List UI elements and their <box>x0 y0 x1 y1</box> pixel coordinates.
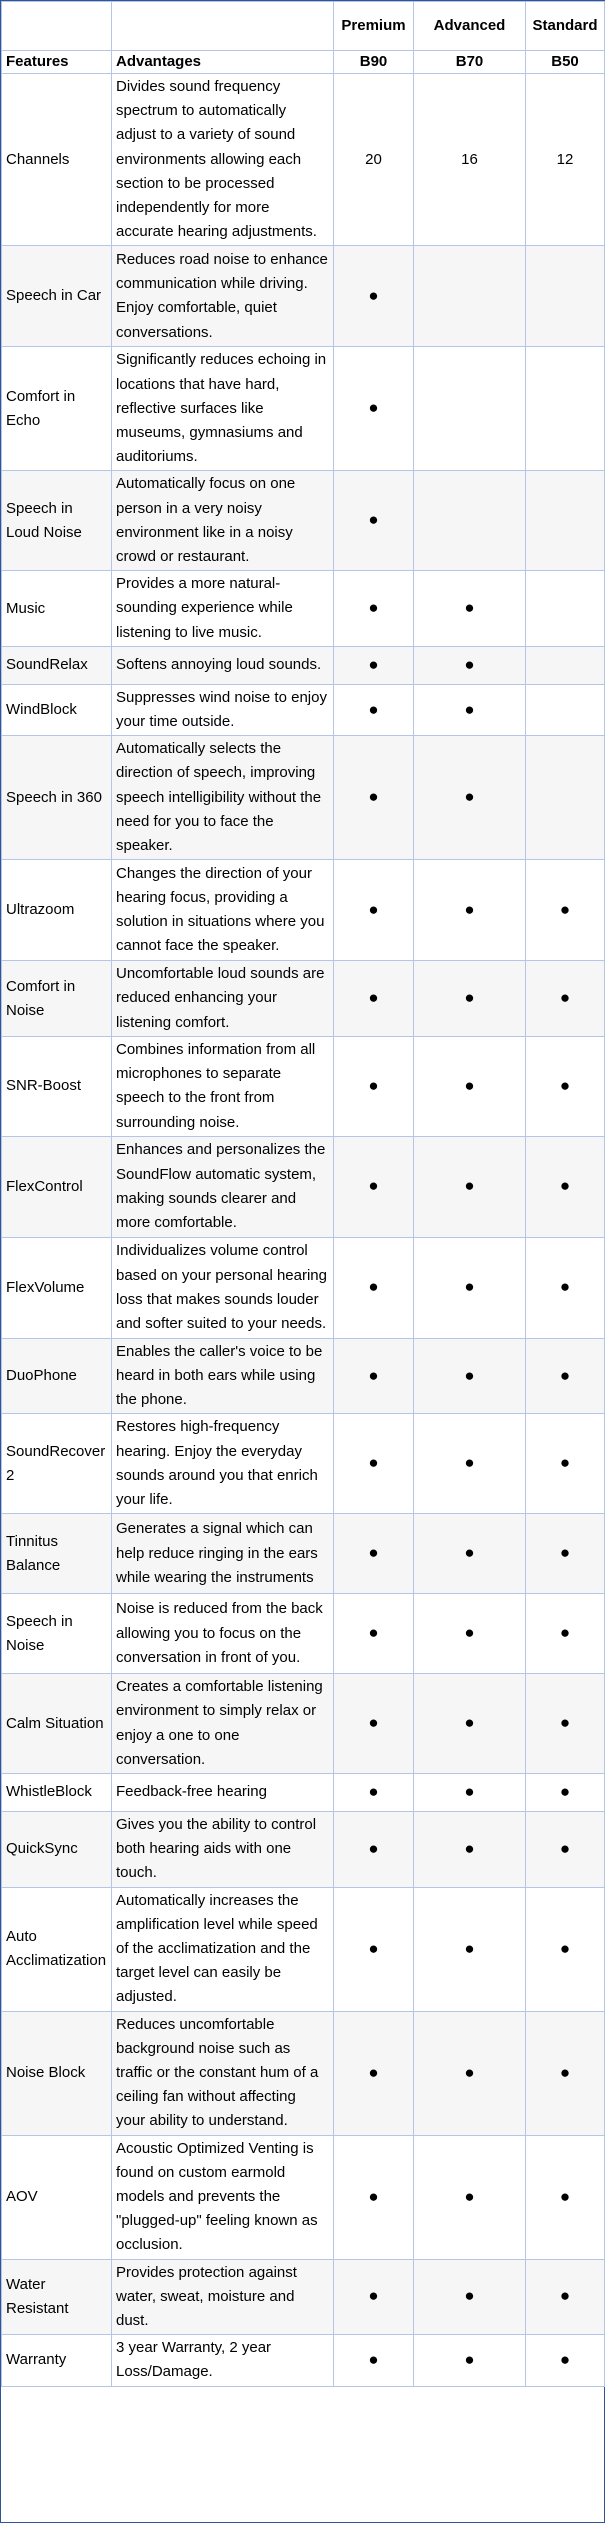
availability-value: 12 <box>556 150 574 168</box>
included-dot-icon: ● <box>368 2349 379 2369</box>
availability-cell-b50 <box>526 2259 605 2335</box>
table-row <box>2 1887 605 2011</box>
availability-cell-b90 <box>334 961 414 1037</box>
feature-name-cell: Ultrazoom <box>2 860 112 961</box>
advantage-cell: Suppresses wind noise to enjoy your time outside. <box>112 684 334 735</box>
included-dot-icon: ● <box>368 2186 379 2206</box>
included-dot-icon: ● <box>368 1277 379 1297</box>
availability-cell-b70 <box>414 646 526 684</box>
table-row <box>2 1338 605 1414</box>
included-dot-icon: ● <box>368 398 379 418</box>
availability-cell-b70 <box>414 1811 526 1887</box>
availability-cell-b70 <box>414 246 526 347</box>
included-dot-icon: ● <box>368 1176 379 1196</box>
availability-cell-b90 <box>334 1338 414 1414</box>
availability-cell-b90 <box>334 736 414 860</box>
included-dot-icon: ● <box>559 899 571 919</box>
advantage-cell: Automatically selects the direction of speech, improving speech intelligibility without the need for you to face the speaker. <box>112 736 334 860</box>
advantage-cell: Provides protection against water, sweat, moisture and dust. <box>112 2259 334 2335</box>
availability-cell-b50 <box>526 471 605 571</box>
feature-name-cell: Auto Acclimatization <box>2 1887 112 2011</box>
table-row <box>2 1514 605 1594</box>
availability-cell-b50 <box>526 684 605 735</box>
feature-name-cell: Speech in Loud Noise <box>2 471 112 571</box>
advantage-cell: Automatically focus on one person in a very noisy environment like in a noisy crowd or restaurant. <box>112 471 334 571</box>
included-dot-icon: ● <box>368 1365 379 1385</box>
availability-cell-b50 <box>526 347 605 471</box>
included-dot-icon: ● <box>559 2186 571 2206</box>
included-dot-icon: ● <box>559 1176 571 1196</box>
table-row <box>2 736 605 860</box>
advantage-cell: Divides sound frequency spectrum to automatically adjust to a variety of sound environments allowing each section to be processed independently for more accurate hearing adjustments. <box>112 74 334 246</box>
included-dot-icon: ● <box>464 1277 475 1297</box>
included-dot-icon: ● <box>464 899 475 919</box>
availability-cell-b50 <box>526 1136 605 1237</box>
included-dot-icon: ● <box>368 2286 379 2306</box>
availability-cell-b70 <box>414 74 526 246</box>
feature-name-cell: Speech in Car <box>2 246 112 347</box>
availability-cell-b70 <box>414 1674 526 1774</box>
feature-name-cell: Speech in 360 <box>2 736 112 860</box>
feature-name-cell: QuickSync <box>2 1811 112 1887</box>
included-dot-icon: ● <box>368 1623 379 1643</box>
model-header-row <box>2 51 605 74</box>
included-dot-icon: ● <box>464 2349 475 2369</box>
table-row <box>2 1811 605 1887</box>
advantage-cell: Noise is reduced from the back allowing you to focus on the conversation in front of you. <box>112 1594 334 1674</box>
included-dot-icon: ● <box>464 1543 475 1563</box>
included-dot-icon: ● <box>368 1938 379 1958</box>
advantage-cell: Individualizes volume control based on your personal hearing loss that makes sounds louder and softer suited to your needs. <box>112 1237 334 1338</box>
feature-name-cell: Speech in Noise <box>2 1594 112 1674</box>
included-dot-icon: ● <box>368 2062 379 2082</box>
advantage-cell: Changes the direction of your hearing focus, providing a solution in situations where you cannot face the speaker. <box>112 860 334 961</box>
included-dot-icon: ● <box>559 1365 571 1385</box>
availability-cell-b70 <box>414 1237 526 1338</box>
feature-name-cell: WhistleBlock <box>2 1773 112 1811</box>
availability-cell-b50 <box>526 961 605 1037</box>
table-row <box>2 246 605 347</box>
feature-name-cell: FlexVolume <box>2 1237 112 1338</box>
advantage-cell: Restores high-frequency hearing. Enjoy the everyday sounds around you that enrich your life. <box>112 1414 334 1514</box>
availability-cell-b70 <box>414 860 526 961</box>
table-row <box>2 1773 605 1811</box>
feature-name-cell: Water Resistant <box>2 2259 112 2335</box>
availability-cell-b70 <box>414 1887 526 2011</box>
included-dot-icon: ● <box>368 1713 379 1733</box>
availability-cell-b50 <box>526 1414 605 1514</box>
included-dot-icon: ● <box>559 1838 571 1858</box>
tier-header-row <box>2 2 605 51</box>
included-dot-icon: ● <box>368 988 379 1008</box>
included-dot-icon: ● <box>368 1781 379 1801</box>
advantage-cell: 3 year Warranty, 2 year Loss/Damage. <box>112 2335 334 2386</box>
availability-cell-b70 <box>414 2335 526 2386</box>
table-row <box>2 1136 605 1237</box>
included-dot-icon: ● <box>559 2062 571 2082</box>
feature-name-cell: Comfort in Noise <box>2 961 112 1037</box>
features-column-header: Features <box>2 51 112 74</box>
availability-cell-b70 <box>414 471 526 571</box>
included-dot-icon: ● <box>368 1543 379 1563</box>
included-dot-icon: ● <box>559 1543 571 1563</box>
availability-cell-b90 <box>334 471 414 571</box>
availability-cell-b90 <box>334 1036 414 1136</box>
table-row <box>2 1036 605 1136</box>
availability-cell-b50 <box>526 246 605 347</box>
included-dot-icon: ● <box>464 1453 475 1473</box>
included-dot-icon: ● <box>559 1623 571 1643</box>
advantage-cell: Automatically increases the amplification level while speed of the acclimatization and the target level can easily be adjusted. <box>112 1887 334 2011</box>
table-row <box>2 2011 605 2135</box>
availability-cell-b90 <box>334 860 414 961</box>
availability-cell-b70 <box>414 1338 526 1414</box>
feature-name-cell: AOV <box>2 2135 112 2259</box>
availability-cell-b90 <box>334 1811 414 1887</box>
availability-cell-b70 <box>414 571 526 647</box>
included-dot-icon: ● <box>559 988 571 1008</box>
included-dot-icon: ● <box>559 1713 571 1733</box>
availability-cell-b70 <box>414 961 526 1037</box>
availability-cell-b70 <box>414 1414 526 1514</box>
availability-cell-b90 <box>334 1237 414 1338</box>
tier-premium-header: Premium <box>334 2 414 51</box>
advantage-cell: Uncomfortable loud sounds are reduced enhancing your listening comfort. <box>112 961 334 1037</box>
advantage-cell: Generates a signal which can help reduce ringing in the ears while wearing the instruments <box>112 1514 334 1594</box>
availability-cell-b50 <box>526 1773 605 1811</box>
model-b50-header: B50 <box>526 51 605 74</box>
model-b90-header: B90 <box>334 51 414 74</box>
table-row <box>2 347 605 471</box>
availability-cell-b50 <box>526 736 605 860</box>
table-row <box>2 961 605 1037</box>
included-dot-icon: ● <box>464 699 475 719</box>
included-dot-icon: ● <box>559 2286 571 2306</box>
included-dot-icon: ● <box>464 1938 475 1958</box>
feature-name-cell: Calm Situation <box>2 1674 112 1774</box>
availability-cell-b90 <box>334 1136 414 1237</box>
included-dot-icon: ● <box>368 787 379 807</box>
feature-name-cell: SNR-Boost <box>2 1036 112 1136</box>
availability-cell-b50 <box>526 646 605 684</box>
included-dot-icon: ● <box>559 2349 571 2369</box>
availability-cell-b90 <box>334 1887 414 2011</box>
table-row <box>2 860 605 961</box>
included-dot-icon: ● <box>464 1623 475 1643</box>
advantage-cell: Reduces uncomfortable background noise such as traffic or the constant hum of a ceiling fan without affecting your ability to understand. <box>112 2011 334 2135</box>
included-dot-icon: ● <box>464 1838 475 1858</box>
availability-cell-b50 <box>526 1237 605 1338</box>
included-dot-icon: ● <box>464 598 475 618</box>
table-row <box>2 471 605 571</box>
availability-cell-b90 <box>334 1514 414 1594</box>
availability-cell-b50 <box>526 860 605 961</box>
feature-name-cell: Warranty <box>2 2335 112 2386</box>
availability-cell-b90 <box>334 1773 414 1811</box>
availability-cell-b70 <box>414 1136 526 1237</box>
advantage-cell: Enables the caller's voice to be heard in both ears while using the phone. <box>112 1338 334 1414</box>
feature-comparison-table <box>1 1 605 2387</box>
availability-cell-b70 <box>414 1514 526 1594</box>
feature-name-cell: SoundRelax <box>2 646 112 684</box>
included-dot-icon: ● <box>368 899 379 919</box>
included-dot-icon: ● <box>464 2062 475 2082</box>
feature-name-cell: Music <box>2 571 112 647</box>
availability-cell-b50 <box>526 571 605 647</box>
feature-name-cell: WindBlock <box>2 684 112 735</box>
availability-cell-b50 <box>526 2335 605 2386</box>
availability-cell-b50 <box>526 1036 605 1136</box>
availability-cell-b90 <box>334 2011 414 2135</box>
availability-cell-b90 <box>334 684 414 735</box>
included-dot-icon: ● <box>368 285 379 305</box>
advantages-column-header: Advantages <box>112 51 334 74</box>
availability-cell-b70 <box>414 684 526 735</box>
availability-cell-b70 <box>414 1594 526 1674</box>
availability-cell-b70 <box>414 2259 526 2335</box>
advantage-cell: Reduces road noise to enhance communication while driving. Enjoy comfortable, quiet conversations. <box>112 246 334 347</box>
table-row <box>2 1237 605 1338</box>
availability-cell-b70 <box>414 736 526 860</box>
table-row <box>2 1674 605 1774</box>
feature-name-cell: FlexControl <box>2 1136 112 1237</box>
feature-name-cell: Noise Block <box>2 2011 112 2135</box>
availability-cell-b70 <box>414 2135 526 2259</box>
table-body <box>2 74 605 2387</box>
included-dot-icon: ● <box>464 1781 475 1801</box>
advantage-cell: Provides a more natural-sounding experience while listening to live music. <box>112 571 334 647</box>
advantage-cell: Softens annoying loud sounds. <box>112 646 334 684</box>
advantage-cell: Gives you the ability to control both hearing aids with one touch. <box>112 1811 334 1887</box>
included-dot-icon: ● <box>368 1075 379 1095</box>
feature-name-cell: Tinnitus Balance <box>2 1514 112 1594</box>
advantage-cell: Significantly reduces echoing in locations that have hard, reflective surfaces like museums, gymnasiums and auditoriums. <box>112 347 334 471</box>
availability-cell-b50 <box>526 74 605 246</box>
advantage-cell: Enhances and personalizes the SoundFlow automatic system, making sounds clearer and more comfortable. <box>112 1136 334 1237</box>
availability-cell-b70 <box>414 1036 526 1136</box>
advantage-cell: Feedback-free hearing <box>112 1773 334 1811</box>
blank-header-cell <box>2 2 112 51</box>
availability-cell-b90 <box>334 246 414 347</box>
availability-cell-b50 <box>526 2011 605 2135</box>
table-row <box>2 2259 605 2335</box>
included-dot-icon: ● <box>368 598 379 618</box>
availability-cell-b50 <box>526 1887 605 2011</box>
included-dot-icon: ● <box>559 1453 571 1473</box>
availability-cell-b90 <box>334 2259 414 2335</box>
feature-name-cell: Channels <box>2 74 112 246</box>
included-dot-icon: ● <box>464 1365 475 1385</box>
table-row <box>2 571 605 647</box>
availability-cell-b50 <box>526 1338 605 1414</box>
availability-cell-b50 <box>526 1811 605 1887</box>
availability-cell-b50 <box>526 1674 605 1774</box>
availability-cell-b50 <box>526 1514 605 1594</box>
table-row <box>2 2335 605 2386</box>
availability-cell-b90 <box>334 74 414 246</box>
availability-value: 20 <box>365 150 382 168</box>
advantage-cell: Acoustic Optimized Venting is found on custom earmold models and prevents the "plugged-up" feeling known as occlusion. <box>112 2135 334 2259</box>
tier-standard-header: Standard <box>526 2 605 51</box>
availability-value: 16 <box>461 150 478 168</box>
table-row <box>2 74 605 246</box>
table-row <box>2 1414 605 1514</box>
included-dot-icon: ● <box>464 1176 475 1196</box>
availability-cell-b90 <box>334 2135 414 2259</box>
availability-cell-b50 <box>526 1594 605 1674</box>
availability-cell-b70 <box>414 1773 526 1811</box>
availability-cell-b90 <box>334 1594 414 1674</box>
included-dot-icon: ● <box>464 1713 475 1733</box>
availability-cell-b90 <box>334 571 414 647</box>
included-dot-icon: ● <box>559 1075 571 1095</box>
included-dot-icon: ● <box>559 1277 571 1297</box>
availability-cell-b50 <box>526 2135 605 2259</box>
included-dot-icon: ● <box>368 699 379 719</box>
included-dot-icon: ● <box>464 2286 475 2306</box>
availability-cell-b90 <box>334 1414 414 1514</box>
table-row <box>2 684 605 735</box>
included-dot-icon: ● <box>464 1075 475 1095</box>
availability-cell-b70 <box>414 2011 526 2135</box>
availability-cell-b90 <box>334 1674 414 1774</box>
feature-name-cell: Comfort in Echo <box>2 347 112 471</box>
table-row <box>2 2135 605 2259</box>
table-row <box>2 646 605 684</box>
table-row <box>2 1594 605 1674</box>
included-dot-icon: ● <box>368 1838 379 1858</box>
availability-cell-b70 <box>414 347 526 471</box>
included-dot-icon: ● <box>464 787 475 807</box>
availability-cell-b90 <box>334 2335 414 2386</box>
model-b70-header: B70 <box>414 51 526 74</box>
included-dot-icon: ● <box>368 510 379 530</box>
blank-header-cell <box>112 2 334 51</box>
tier-advanced-header: Advanced <box>414 2 526 51</box>
included-dot-icon: ● <box>559 1938 571 1958</box>
included-dot-icon: ● <box>464 988 475 1008</box>
included-dot-icon: ● <box>464 2186 475 2206</box>
advantage-cell: Creates a comfortable listening environment to simply relax or enjoy a one to one conversation. <box>112 1674 334 1774</box>
availability-cell-b90 <box>334 646 414 684</box>
feature-name-cell: SoundRecover2 <box>2 1414 112 1514</box>
included-dot-icon: ● <box>368 654 379 674</box>
included-dot-icon: ● <box>464 654 475 674</box>
included-dot-icon: ● <box>368 1453 379 1473</box>
advantage-cell: Combines information from all microphones to separate speech to the front from surrounding noise. <box>112 1036 334 1136</box>
included-dot-icon: ● <box>559 1781 571 1801</box>
feature-name-cell: DuoPhone <box>2 1338 112 1414</box>
availability-cell-b90 <box>334 347 414 471</box>
table-header <box>2 2 605 74</box>
